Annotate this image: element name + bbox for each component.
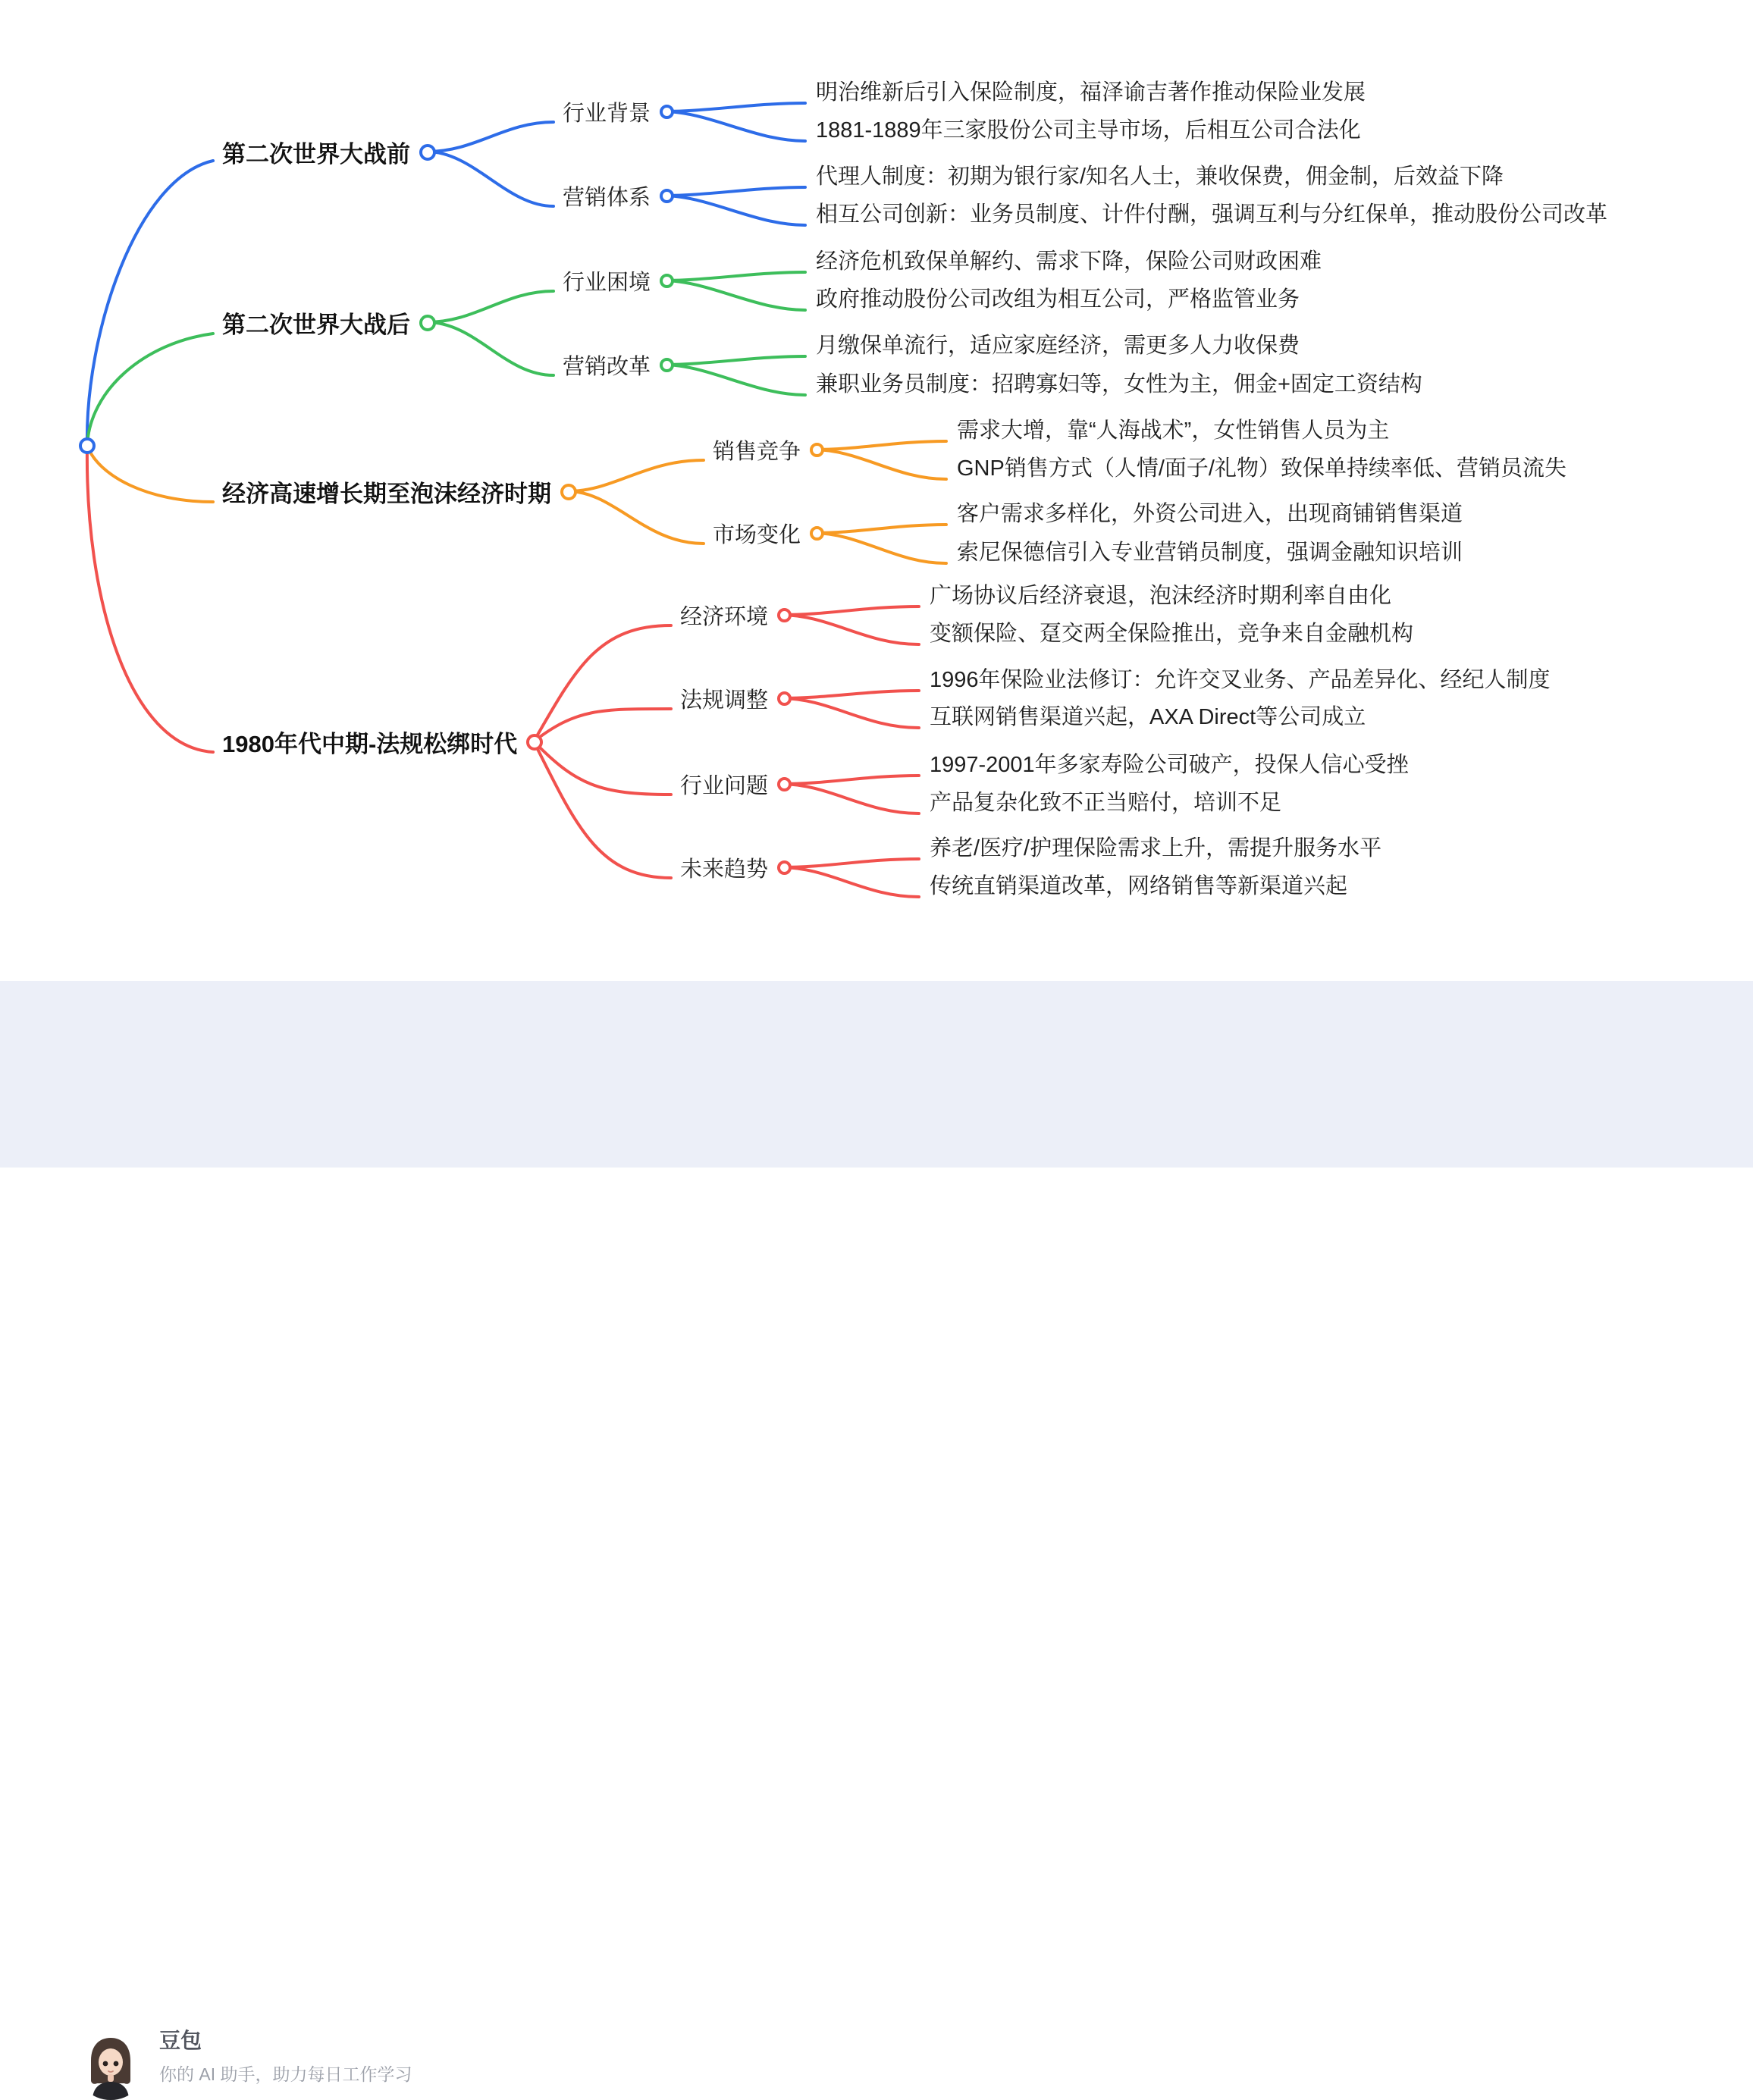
node-circle-icon <box>777 777 792 791</box>
footer-banner <box>0 981 1753 2084</box>
topic-label: 市场变化 <box>713 523 801 547</box>
topic-label: 营销体系 <box>563 186 651 210</box>
node-circle-icon <box>660 189 674 203</box>
leaf-topic[interactable]: 经济危机致保单解约、需求下降，保险公司财政困难 <box>816 249 1322 274</box>
branch-prewar[interactable] <box>222 135 436 169</box>
leaf-topic[interactable]: 产品复杂化致不正当赔付，培训不足 <box>930 791 1282 815</box>
node-circle-icon <box>560 484 577 500</box>
topic-future-trends[interactable] <box>680 852 792 883</box>
node-circle-icon <box>660 274 674 288</box>
leaf-topic[interactable]: 需求大增，靠“人海战术”，女性销售人员为主 <box>957 418 1390 443</box>
leaf-topic[interactable]: 1996年保险业法修订：允许交叉业务、产品差异化、经纪人制度 <box>930 668 1551 692</box>
topic-label: 行业背景 <box>563 102 651 126</box>
topic-label: 行业困境 <box>563 271 651 295</box>
node-circle-icon <box>777 608 792 622</box>
leaf-topic[interactable]: 代理人制度：初期为银行家/知名人士，兼收保费，佣金制，后效益下降 <box>816 165 1504 189</box>
leaf-topic[interactable]: 相互公司创新：业务员制度、计件付酬，强调互利与分红保单，推动股份公司改革 <box>816 202 1608 227</box>
leaf-topic[interactable]: GNP销售方式（人情/面子/礼物）致保单持续率低、营销员流失 <box>957 456 1566 481</box>
topic-sales-competition[interactable] <box>713 434 824 465</box>
leaf-topic[interactable]: 广场协议后经济衰退，泡沫经济时期利率自由化 <box>930 584 1392 608</box>
leaf-topic[interactable]: 1881-1889年三家股份公司主导市场，后相互公司合法化 <box>816 118 1361 143</box>
doubao-girl-avatar-icon <box>74 2027 147 2100</box>
leaf-topic[interactable]: 月缴保单流行，适应家庭经济，需更多人力收保费 <box>816 334 1300 358</box>
assistant-tagline: 你的 AI 助手，助力每日工作学习 <box>159 2064 412 2084</box>
topic-industry-problems[interactable] <box>680 769 792 800</box>
leaf-topic[interactable]: 兼职业务员制度：招聘寡妇等，女性为主，佣金+固定工资结构 <box>816 372 1422 396</box>
topic-marketing-system[interactable] <box>563 180 674 212</box>
mindmap-canvas <box>0 0 1753 981</box>
branch-label: 经济高速增长期至泡沫经济时期 <box>222 481 551 507</box>
node-circle-icon <box>777 860 792 875</box>
node-circle-icon <box>419 144 436 161</box>
branch-label: 第二次世界大战前 <box>222 141 410 168</box>
topic-label: 销售竞争 <box>713 440 801 464</box>
branch-postwar[interactable] <box>222 306 436 340</box>
node-circle-icon <box>660 358 674 372</box>
leaf-topic[interactable]: 政府推动股份公司改组为相互公司，严格监管业务 <box>816 287 1300 312</box>
branch-label: 第二次世界大战后 <box>222 312 410 338</box>
leaf-topic[interactable]: 1997-2001年多家寿险公司破产，投保人信心受挫 <box>930 753 1409 777</box>
node-circle-icon <box>777 691 792 706</box>
leaf-topic[interactable]: 客户需求多样化，外资公司进入，出现商铺销售渠道 <box>957 502 1463 526</box>
topic-label: 未来趋势 <box>680 857 769 882</box>
node-circle-icon <box>526 734 543 751</box>
leaf-topic[interactable]: 养老/医疗/护理保险需求上升，需提升服务水平 <box>930 836 1382 860</box>
node-circle-icon <box>810 443 824 457</box>
node-circle-icon <box>660 105 674 119</box>
topic-economic-environment[interactable] <box>680 600 792 631</box>
topic-label: 法规调整 <box>680 688 769 713</box>
leaf-topic[interactable]: 变额保险、趸交两全保险推出，竞争来自金融机构 <box>930 622 1414 646</box>
topic-regulation-adjustment[interactable] <box>680 683 792 714</box>
topic-market-change[interactable] <box>713 518 824 549</box>
topic-industry-distress[interactable] <box>563 265 674 296</box>
branch-highgrowth[interactable] <box>222 475 577 509</box>
branch-label: 1980年代中期-法规松绑时代 <box>222 731 518 757</box>
leaf-topic[interactable]: 明治维新后引入保险制度，福泽谕吉著作推动保险业发展 <box>816 80 1366 105</box>
node-circle-icon <box>419 315 436 331</box>
root-node-circle-icon[interactable] <box>79 437 96 454</box>
topic-marketing-reform[interactable] <box>563 349 674 381</box>
topic-label: 营销改革 <box>563 355 651 379</box>
topic-industry-background[interactable] <box>563 96 674 127</box>
leaf-topic[interactable]: 传统直销渠道改革，网络销售等新渠道兴起 <box>930 874 1348 898</box>
topic-label: 经济环境 <box>680 605 769 629</box>
branch-deregulation[interactable] <box>222 725 543 759</box>
leaf-topic[interactable]: 索尼保德信引入专业营销员制度，强调金融知识培训 <box>957 541 1463 565</box>
node-circle-icon <box>810 526 824 541</box>
leaf-topic[interactable]: 互联网销售渠道兴起，AXA Direct等公司成立 <box>930 705 1366 729</box>
assistant-name: 豆包 <box>159 2029 202 2052</box>
topic-label: 行业问题 <box>680 774 769 798</box>
